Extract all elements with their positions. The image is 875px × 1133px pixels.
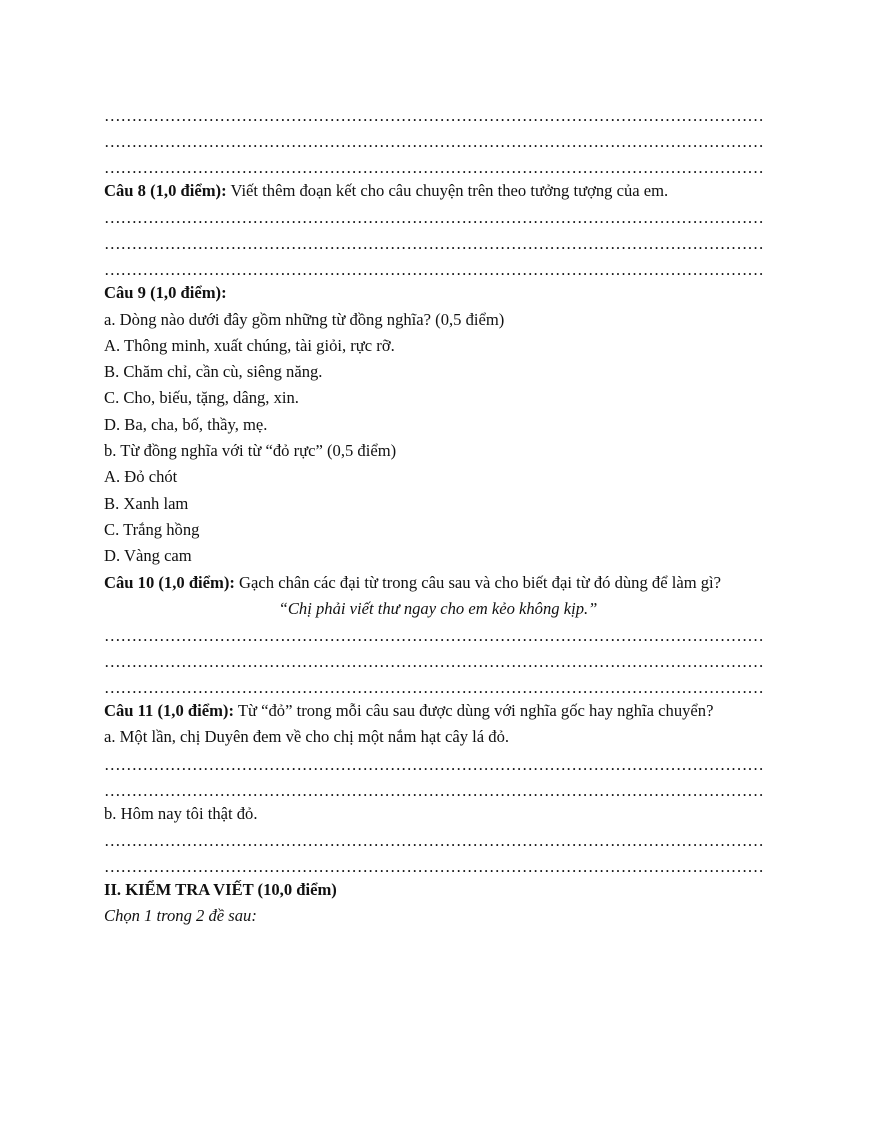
answer-line: ………………………………………………………………………………………………………… [104,652,764,672]
question-9b-option: C. Trắng hồng [104,519,200,539]
answer-line: ………………………………………………………………………………………………………… [104,208,764,228]
question-11a: a. Một lần, chị Duyên đem về cho chị một nắm hạt cây lá đỏ. [104,727,510,747]
question-10-quote: “Chị phải viết thư ngay cho em kẻo không kịp.” [278,598,598,618]
answer-line: ………………………………………………………………………………………………………… [104,831,764,851]
question-9a-option: A. Thông minh, xuất chúng, tài giỏi, rực rỡ. [104,335,395,355]
question-9a-prompt: a. Dòng nào dưới đây gồm những từ đồng nghĩa? (0,5 điểm) [104,309,505,329]
question-9a-option: D. Ba, cha, bố, thầy, mẹ. [104,414,268,434]
question-11b: b. Hôm nay tôi thật đỏ. [104,803,258,823]
question-9b-option: A. Đỏ chót [104,467,178,487]
question-8-text: Viết thêm đoạn kết cho câu chuyện trên theo tưởng tượng của em. [226,181,669,200]
answer-line: ………………………………………………………………………………………………………… [104,626,764,646]
question-9a-option: C. Cho, biếu, tặng, dâng, xin. [104,388,299,408]
question-9-label: Câu 9 (1,0 điểm): [104,283,227,303]
answer-line: ………………………………………………………………………………………………………… [104,780,764,800]
answer-line: ………………………………………………………………………………………………………… [104,132,764,151]
question-9b-prompt: b. Từ đồng nghĩa với từ “đỏ rực” (0,5 điểm) [104,441,397,461]
question-9 [104,280,772,306]
question-9b-option: B. Xanh lam [104,493,189,513]
section-2-instruction: Chọn 1 trong 2 đề sau: [104,906,257,926]
answer-line: ………………………………………………………………………………………………………… [104,857,764,877]
question-11 [104,698,772,724]
answer-line: ………………………………………………………………………………………………………… [104,260,764,280]
answer-line: ………………………………………………………………………………………………………… [104,106,764,125]
answer-line: ………………………………………………………………………………………………………… [104,234,764,254]
section-2-title [104,877,772,903]
question-10-text: Gạch chân các đại từ trong câu sau và cho biết đại từ đó dùng để làm gì? [234,572,722,592]
section-2-title-text: II. KIỂM TRA VIẾT (10,0 điểm) [104,880,337,900]
answer-line: ………………………………………………………………………………………………………… [104,678,764,698]
answer-line: ………………………………………………………………………………………………………… [104,158,764,177]
question-9b-option: D. Vàng cam [104,546,192,566]
question-11-label: Câu 11 (1,0 điểm): [104,701,234,721]
question-8 [104,178,772,204]
exam-page [104,106,772,930]
question-10-label: Câu 10 (1,0 điểm): [104,572,235,592]
answer-line: ………………………………………………………………………………………………………… [104,754,764,774]
question-9a-option: B. Chăm chỉ, cần cù, siêng năng. [104,362,323,382]
question-8-label: Câu 8 (1,0 điểm): [104,181,227,200]
question-11-text: Từ “đỏ” trong mỗi câu sau được dùng với nghĩa gốc hay nghĩa chuyển? [233,701,714,721]
question-10 [104,570,772,596]
